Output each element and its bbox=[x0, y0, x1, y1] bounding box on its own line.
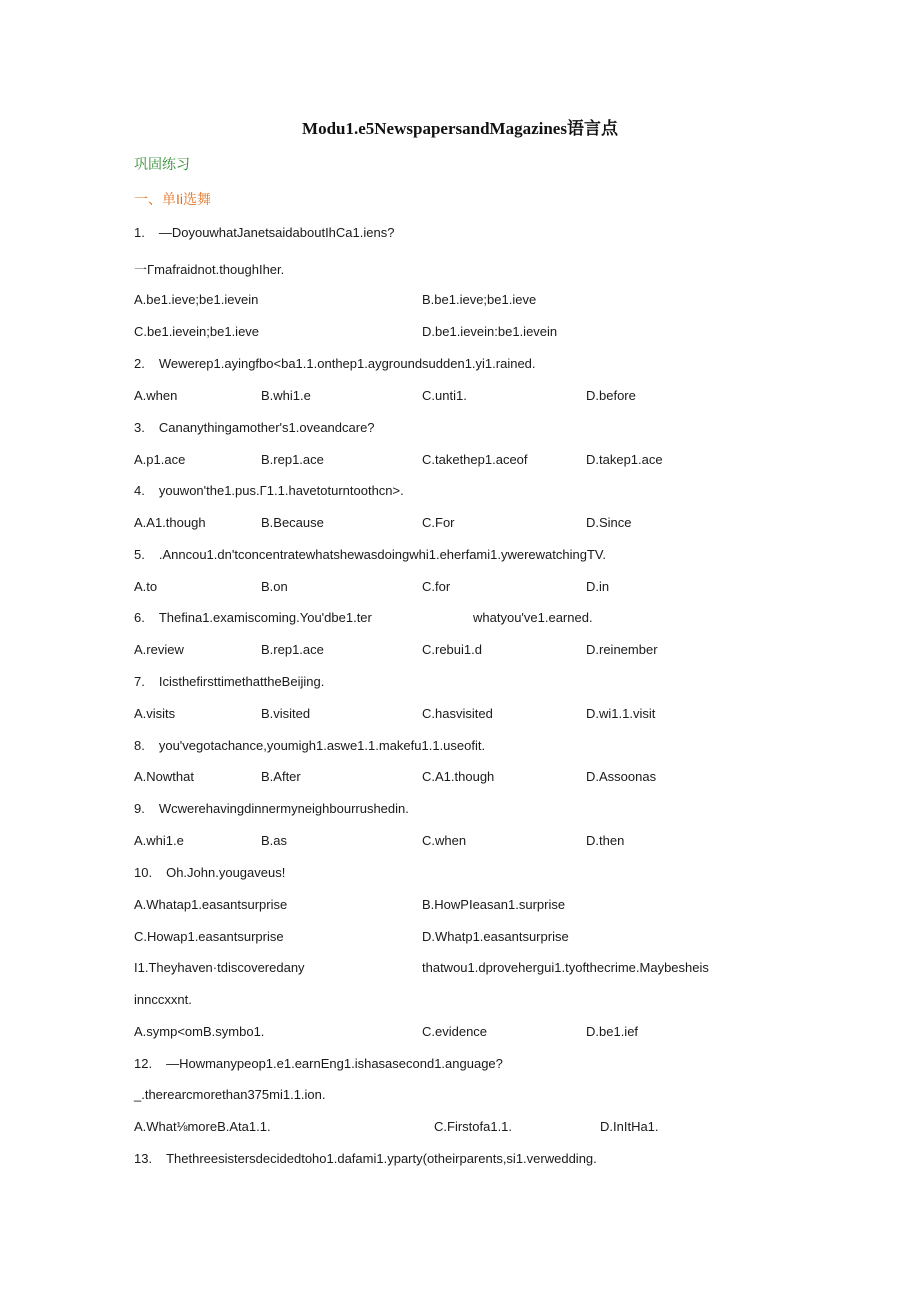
option: B.rep1.ace bbox=[261, 452, 324, 467]
question-number: 1. bbox=[134, 225, 145, 240]
question-number: 3. bbox=[134, 420, 145, 435]
option: C.hasvisited bbox=[422, 706, 493, 721]
question-1 bbox=[134, 225, 394, 240]
option: A.visits bbox=[134, 706, 176, 721]
option: B.whi1.e bbox=[261, 388, 311, 403]
option: A.when bbox=[134, 388, 178, 403]
question-text: you'vegotachance,youmigh1.aswe1.1.makefu1.1.useofit. bbox=[158, 738, 486, 753]
question-number: 4. bbox=[134, 483, 145, 498]
question-number: 8. bbox=[134, 738, 145, 753]
option: A.Nowthat bbox=[134, 769, 194, 784]
option: C.unti1. bbox=[422, 388, 467, 403]
section-heading-multiple-choice: 一、单Ii选舞 bbox=[134, 191, 211, 207]
question-text: Wewerep1.ayingfbo<ba1.1.onthep1.aygroundsudden1.yi1.rained. bbox=[158, 356, 536, 371]
option: C.Firstofa1.1. bbox=[434, 1119, 513, 1134]
question-number: 9. bbox=[134, 801, 145, 816]
question-text: Thefina1.examiscoming.You'dbe1.ter bbox=[158, 610, 372, 625]
option: A.review bbox=[134, 642, 184, 657]
question-2 bbox=[134, 356, 536, 371]
option: C.be1.ievein;be1.ieve bbox=[134, 324, 260, 339]
option: A.p1.ace bbox=[134, 452, 186, 467]
option: D.be1.ief bbox=[586, 1024, 639, 1039]
question-6 bbox=[134, 610, 372, 625]
question-text: Oh.John.yougaveus! bbox=[166, 865, 286, 880]
option: D.before bbox=[586, 388, 636, 403]
question-6-continuation: whatyou've1.earned. bbox=[473, 610, 593, 625]
option: D.in bbox=[586, 579, 610, 594]
option: C.takethep1.aceof bbox=[422, 452, 528, 467]
option: A.A1.though bbox=[134, 515, 206, 530]
question-number: 6. bbox=[134, 610, 145, 625]
option: A.Whatap1.easantsurprise bbox=[134, 897, 288, 912]
option: C.Howap1.easantsurprise bbox=[134, 929, 284, 944]
question-text: Cananythingamother's1.oveandcare? bbox=[158, 420, 375, 435]
question-12-reply: _.therearcmorethan375mi1.1.ion. bbox=[134, 1087, 326, 1102]
question-text: Wcwerehavingdinnermyneighbourrushedin. bbox=[158, 801, 409, 816]
question-text: youwon'the1.pus.Γ1.1.havetoturntoothcn>. bbox=[158, 483, 404, 498]
option: D.then bbox=[586, 833, 625, 848]
question-8 bbox=[134, 738, 485, 753]
option: B.rep1.ace bbox=[261, 642, 324, 657]
option: B.Because bbox=[261, 515, 324, 530]
option: C.A1.though bbox=[422, 769, 495, 784]
question-text: —Howmanypeop1.e1.earnEng1.ishasasecond1.anguage? bbox=[166, 1056, 503, 1071]
option: D.takep1.ace bbox=[586, 452, 663, 467]
option: C.For bbox=[422, 515, 455, 530]
question-3 bbox=[134, 420, 375, 435]
question-9 bbox=[134, 801, 409, 816]
question-number: 13. bbox=[134, 1151, 153, 1166]
option: A.to bbox=[134, 579, 158, 594]
question-7 bbox=[134, 674, 324, 689]
option: D.Whatp1.easantsurprise bbox=[422, 929, 569, 944]
option: B.visited bbox=[261, 706, 311, 721]
question-5 bbox=[134, 547, 606, 562]
option: C.evidence bbox=[422, 1024, 488, 1039]
question-number: 2. bbox=[134, 356, 145, 371]
option: C.when bbox=[422, 833, 467, 848]
question-text: .Anncou1.dn'tconcentratewhatshewasdoingwhi1.eherfami1.ywerewatchingTV. bbox=[158, 547, 607, 562]
question-11-continuation-line: innccxxnt. bbox=[134, 992, 192, 1007]
question-11: I1.Theyhaven·tdiscoveredany bbox=[134, 960, 305, 975]
question-text: IcisthefirsttimethattheBeijing. bbox=[158, 674, 325, 689]
option: D.InItHa1. bbox=[600, 1119, 659, 1134]
option: D.Assoonas bbox=[586, 769, 657, 784]
page-title: Modu1.e5NewspapersandMagazines语言点 bbox=[302, 119, 618, 138]
question-text: —DoyouwhatJanetsaidaboutIhCa1.iens? bbox=[158, 225, 395, 240]
option: A.whi1.e bbox=[134, 833, 184, 848]
option: C.for bbox=[422, 579, 451, 594]
option: C.rebui1.d bbox=[422, 642, 482, 657]
option: B.be1.ieve;be1.ieve bbox=[422, 292, 537, 307]
option: B.on bbox=[261, 579, 288, 594]
option: D.be1.ievein:be1.ievein bbox=[422, 324, 558, 339]
option: D.Since bbox=[586, 515, 632, 530]
option: D.wi1.1.visit bbox=[586, 706, 656, 721]
option: A.symp<omB.symbo1. bbox=[134, 1024, 265, 1039]
option: D.reinember bbox=[586, 642, 658, 657]
question-1-reply: 一Γmafraidnot.thoughIher. bbox=[134, 262, 285, 277]
question-12 bbox=[134, 1056, 503, 1071]
question-text: Thethreesistersdecidedtoho1.dafami1.yparty(otheirparents,si1.verwedding. bbox=[166, 1151, 597, 1166]
option: B.as bbox=[261, 833, 288, 848]
option: B.HowPIeasan1.surprise bbox=[422, 897, 566, 912]
question-13 bbox=[134, 1151, 597, 1166]
question-4 bbox=[134, 483, 404, 498]
question-10 bbox=[134, 865, 285, 880]
option: B.After bbox=[261, 769, 301, 784]
question-11-continuation: thatwou1.dprovehergui1.tyofthecrime.Maybesheis bbox=[422, 960, 709, 975]
option: A.What⅛moreB.Ata1.1. bbox=[134, 1119, 271, 1134]
option: A.be1.ieve;be1.ievein bbox=[134, 292, 259, 307]
question-number: 12. bbox=[134, 1056, 153, 1071]
question-number: 7. bbox=[134, 674, 145, 689]
question-number: 5. bbox=[134, 547, 145, 562]
section-heading-practice: 巩固练习 bbox=[134, 156, 190, 172]
question-number: 10. bbox=[134, 865, 153, 880]
